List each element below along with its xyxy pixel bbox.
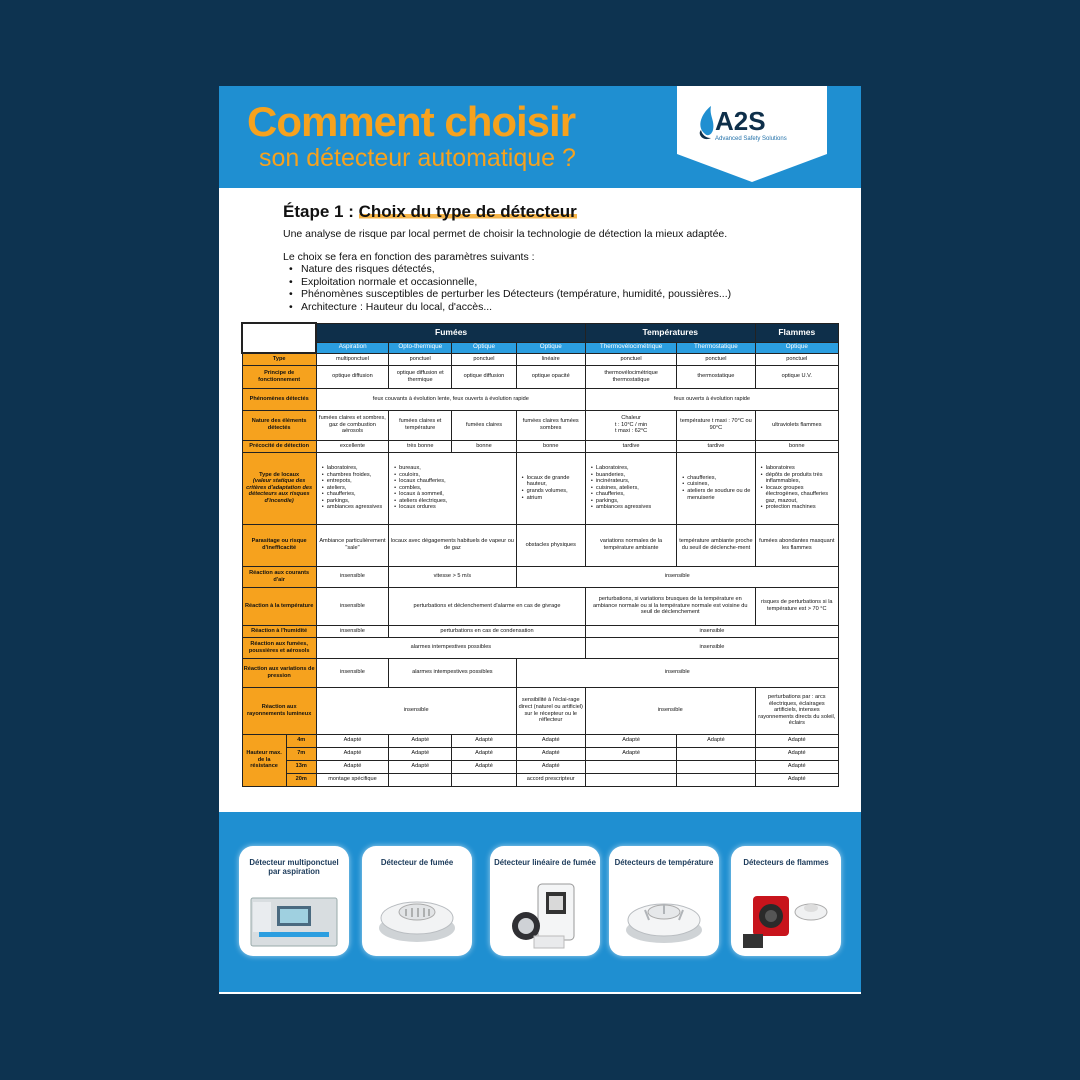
sub-optique: Optique: [516, 342, 585, 353]
label-note: (valeur statique des critères d'adaptation des détecteurs aux risques d'incendie): [246, 478, 313, 504]
cell: ponctuel: [452, 353, 516, 365]
param-item: • Phénomènes susceptibles de perturber les Détecteurs (température, humidité, poussières...): [289, 288, 731, 301]
cell-line: Chaleur: [621, 415, 641, 422]
cell: optique U.V.: [755, 365, 838, 388]
group-fumees: Fumées: [316, 323, 585, 342]
label-courants: Réaction aux courants d'air: [242, 566, 316, 587]
cell: fumées claires et température: [389, 410, 452, 440]
cell: ponctuel: [389, 353, 452, 365]
cell: alarmes intempestives possibles: [389, 658, 517, 687]
cell: excellente: [316, 440, 388, 452]
list-item: • combles,: [394, 485, 515, 492]
cell: insensible: [316, 625, 388, 637]
cell: bonne: [516, 440, 585, 452]
cell: linéaire: [516, 353, 585, 365]
cell: thermostatique: [677, 365, 755, 388]
cell: Adapté: [516, 734, 585, 747]
list-item: • ambiances agressives: [322, 504, 387, 511]
cell: température ambiante proche du seuil de déclenche-ment: [677, 524, 755, 566]
cell: tardive: [585, 440, 676, 452]
cell: optique diffusion: [452, 365, 516, 388]
sub-thermostatique: Thermostatique: [677, 342, 755, 353]
cell: Adapté: [452, 760, 516, 773]
cell: bonne: [755, 440, 838, 452]
cell: insensible: [316, 587, 388, 625]
logo-text: A2S: [715, 106, 766, 136]
a2s-logo: [677, 86, 827, 182]
cell: optique opacité: [516, 365, 585, 388]
cell-list: [677, 452, 755, 524]
list-item: • chaufferies,: [682, 475, 753, 482]
cell: perturbations en cas de condensation: [389, 625, 586, 637]
list-item: • couloirs,: [394, 472, 515, 479]
cell: [677, 747, 755, 760]
cell-line: t maxi : 62°C: [615, 428, 648, 435]
logo-tagline: Advanced Safety Solutions: [715, 136, 787, 142]
list-item: • grands volumes,: [522, 488, 584, 495]
cell-list: [316, 452, 388, 524]
list-item: • cuisines, ateliers,: [591, 485, 675, 492]
cell: bonne: [452, 440, 516, 452]
card-temperature: [609, 846, 719, 956]
cell: Adapté: [755, 760, 838, 773]
list-item: • protection machines: [761, 504, 837, 511]
list-item: • locaux de grande hauteur,: [522, 475, 584, 488]
cell: Adapté: [755, 747, 838, 760]
cell: perturbations par : arcs électriques, éclairages artificiels, intenses rayonnements directs du soleil, éclairs: [755, 687, 838, 734]
cell: température t maxi : 70°C ou 90°C: [677, 410, 755, 440]
cell: optique diffusion et thermique: [389, 365, 452, 388]
list-item: • dépôts de produits très inflammables,: [761, 472, 837, 485]
corner-cell: [242, 323, 316, 353]
cell: Adapté: [585, 734, 676, 747]
list-item: • ambiances agressives: [591, 504, 675, 511]
card-title: Détecteur de fumée: [380, 858, 454, 867]
cell-list: [585, 452, 676, 524]
cell: Adapté: [516, 760, 585, 773]
cell: vitesse > 5 m/s: [389, 566, 517, 587]
param-item: • Exploitation normale et occasionnelle,: [289, 276, 731, 289]
cell-list: [516, 452, 585, 524]
cell: insensible: [516, 566, 838, 587]
label-type: Type: [242, 353, 316, 365]
cell: fumées claires: [452, 410, 516, 440]
list-item: • Laboratoires,: [591, 465, 675, 472]
height-label: 4m: [286, 734, 316, 747]
param-item: • Nature des risques détectés,: [289, 263, 731, 276]
cell: ponctuel: [677, 353, 755, 365]
height-label: 20m: [286, 773, 316, 786]
cell: Adapté: [316, 747, 388, 760]
cell: thermovélocimétrique thermostatique: [585, 365, 676, 388]
title-line2: son détecteur automatique ?: [259, 144, 576, 172]
label-locaux: [242, 452, 316, 524]
cell: Adapté: [389, 747, 452, 760]
label-pression: Réaction aux variations de pression: [242, 658, 316, 687]
cell: risques de perturbations si la température est > 70 °C: [755, 587, 838, 625]
label-phenomenes: Phénomènes détectés: [242, 388, 316, 410]
cell: feux ouverts à évolution rapide: [585, 388, 838, 410]
list-item: • laboratoires: [761, 465, 837, 472]
cell: perturbations, si variations brusques de la température en ambiance normale ou si la température normale est voisine du seuil de déclenchement: [585, 587, 755, 625]
cell: accord prescripteur: [516, 773, 585, 786]
cell: [677, 760, 755, 773]
list-item: • incinérateurs,: [591, 478, 675, 485]
label-humidite: Réaction à l'humidité: [242, 625, 316, 637]
list-item: • chaufferies,: [591, 491, 675, 498]
list-item: • locaux à sommeil,: [394, 491, 515, 498]
smoke-detector-icon: [362, 846, 472, 956]
list-item: • parkings,: [322, 498, 387, 505]
list-item: • locaux ordures: [394, 504, 515, 511]
label-temperature: Réaction à la température: [242, 587, 316, 625]
card-title: Détecteurs de flammes: [743, 858, 829, 867]
list-item: • ateliers de soudure ou de menuiserie: [682, 488, 753, 501]
cell: tardive: [677, 440, 755, 452]
cell: insensible: [516, 658, 838, 687]
cell: insensible: [316, 658, 388, 687]
card-lineaire: [490, 846, 600, 956]
sub-opto-thermique: Opto-thermique: [389, 342, 452, 353]
list-item: • entrepots,: [322, 478, 387, 485]
aspiration-detector-icon: [239, 846, 349, 956]
card-flammes: [731, 846, 841, 956]
cell: Adapté: [316, 760, 388, 773]
cell: [389, 773, 452, 786]
group-temperatures: Températures: [585, 323, 755, 342]
card-fumee: [362, 846, 472, 956]
group-flammes: Flammes: [755, 323, 838, 342]
cell: Adapté: [316, 734, 388, 747]
cell: [677, 773, 755, 786]
label-text: Type de locaux: [259, 471, 300, 478]
header-banner: [219, 86, 861, 188]
cell: Adapté: [389, 760, 452, 773]
step-highlight: Choix du type de détecteur: [358, 202, 577, 221]
list-item: • buanderies,: [591, 472, 675, 479]
list-item: • atrium: [522, 495, 584, 502]
cell: Ambiance particulièrement "sale": [316, 524, 388, 566]
cell: sensibilité à l'éclai-rage direct (naturel ou artificiel) sur le récepteur ou le réflecteur: [516, 687, 585, 734]
step-title: [283, 202, 577, 222]
cell: perturbations et déclenchement d'alarme en cas de givrage: [389, 587, 586, 625]
list-item: • parkings,: [591, 498, 675, 505]
flame-detector-icon: [731, 846, 841, 956]
beam-detector-icon: [490, 846, 600, 956]
list-item: • locaux chaufferies,: [394, 478, 515, 485]
label-principe: Principe de fonctionnement: [242, 365, 316, 388]
cell: fumées claires fumées sombres: [516, 410, 585, 440]
height-label: 13m: [286, 760, 316, 773]
list-item: • laboratoires,: [322, 465, 387, 472]
label-hauteur: Hauteur max. de la résistance: [242, 734, 286, 786]
intro-text: Une analyse de risque par local permet de choisir la technologie de détection la mieux adaptée.: [283, 228, 728, 240]
label-precocite: Précocité de détection: [242, 440, 316, 452]
cell: fumées abondantes masquant les flammes: [755, 524, 838, 566]
cell: montage spécifique: [316, 773, 388, 786]
list-item: • ateliers,: [322, 485, 387, 492]
sub-optique: Optique: [452, 342, 516, 353]
list-item: • locaux groupes électrogènes, chaufferies gaz, mazout,: [761, 485, 837, 505]
title-line1: Comment choisir: [247, 98, 576, 145]
cell-list: [755, 452, 838, 524]
list-item: • chaufferies,: [322, 491, 387, 498]
card-title: Détecteurs de température: [614, 858, 714, 867]
cell: fumées claires et sombres, gaz de combustion aérosols: [316, 410, 388, 440]
cell: Adapté: [755, 773, 838, 786]
param-item: • Architecture : Hauteur du local, d'accès...: [289, 301, 731, 314]
sub-aspiration: Aspiration: [316, 342, 388, 353]
cell: Adapté: [452, 734, 516, 747]
cell: [585, 760, 676, 773]
cell: Adapté: [677, 734, 755, 747]
cell: optique diffusion: [316, 365, 388, 388]
cell: obstacles physiques: [516, 524, 585, 566]
height-label: 7m: [286, 747, 316, 760]
cell-list: [389, 452, 517, 524]
label-fumees: Réaction aux fumées, poussières et aérosols: [242, 637, 316, 658]
cell: multiponctuel: [316, 353, 388, 365]
list-item: • cuisines,: [682, 481, 753, 488]
list-item: • bureaux,: [394, 465, 515, 472]
params-intro: Le choix se fera en fonction des paramètres suivants :: [283, 251, 535, 263]
cell: [585, 773, 676, 786]
cell: insensible: [585, 625, 838, 637]
poster: [219, 86, 861, 994]
cell: insensible: [585, 687, 755, 734]
list-item: • chambres froides,: [322, 472, 387, 479]
cell: feux couvants à évolution lente, feux ouverts à évolution rapide: [316, 388, 585, 410]
heat-detector-icon: [609, 846, 719, 956]
card-title: Détecteur linéaire de fumée: [494, 858, 596, 867]
cell-line: t : 10°C / min: [614, 421, 648, 428]
cell: [452, 773, 516, 786]
cell: très bonne: [389, 440, 452, 452]
label-parasitage: Parasitage ou risque d'inefficacité: [242, 524, 316, 566]
label-rayonnements: Réaction aux rayonnements lumineux: [242, 687, 316, 734]
cell: insensible: [585, 637, 838, 658]
sub-thermovelocimetrique: Thermovélocimétrique: [585, 342, 676, 353]
cell: Adapté: [755, 734, 838, 747]
step-prefix: Étape 1 :: [283, 202, 354, 221]
sub-optique: Optique: [755, 342, 838, 353]
cell: ponctuel: [755, 353, 838, 365]
detector-table: [241, 322, 839, 787]
card-title: Détecteur multiponctuel par aspiration: [249, 858, 339, 876]
cell: Adapté: [585, 747, 676, 760]
label-nature: Nature des éléments détectés: [242, 410, 316, 440]
cell: locaux avec dégagements habituels de vapeur ou de gaz: [389, 524, 517, 566]
list-item: • ateliers électriques,: [394, 498, 515, 505]
cell: Adapté: [452, 747, 516, 760]
cell: Adapté: [516, 747, 585, 760]
cell: variations normales de la température ambiante: [585, 524, 676, 566]
cell: [585, 410, 676, 440]
params-list: [289, 263, 731, 313]
cell: ponctuel: [585, 353, 676, 365]
cell: alarmes intempestives possibles: [316, 637, 585, 658]
cell: Adapté: [389, 734, 452, 747]
card-aspiration: [239, 846, 349, 956]
cell: ultraviolets flammes: [755, 410, 838, 440]
cell: insensible: [316, 687, 516, 734]
cell: insensible: [316, 566, 388, 587]
